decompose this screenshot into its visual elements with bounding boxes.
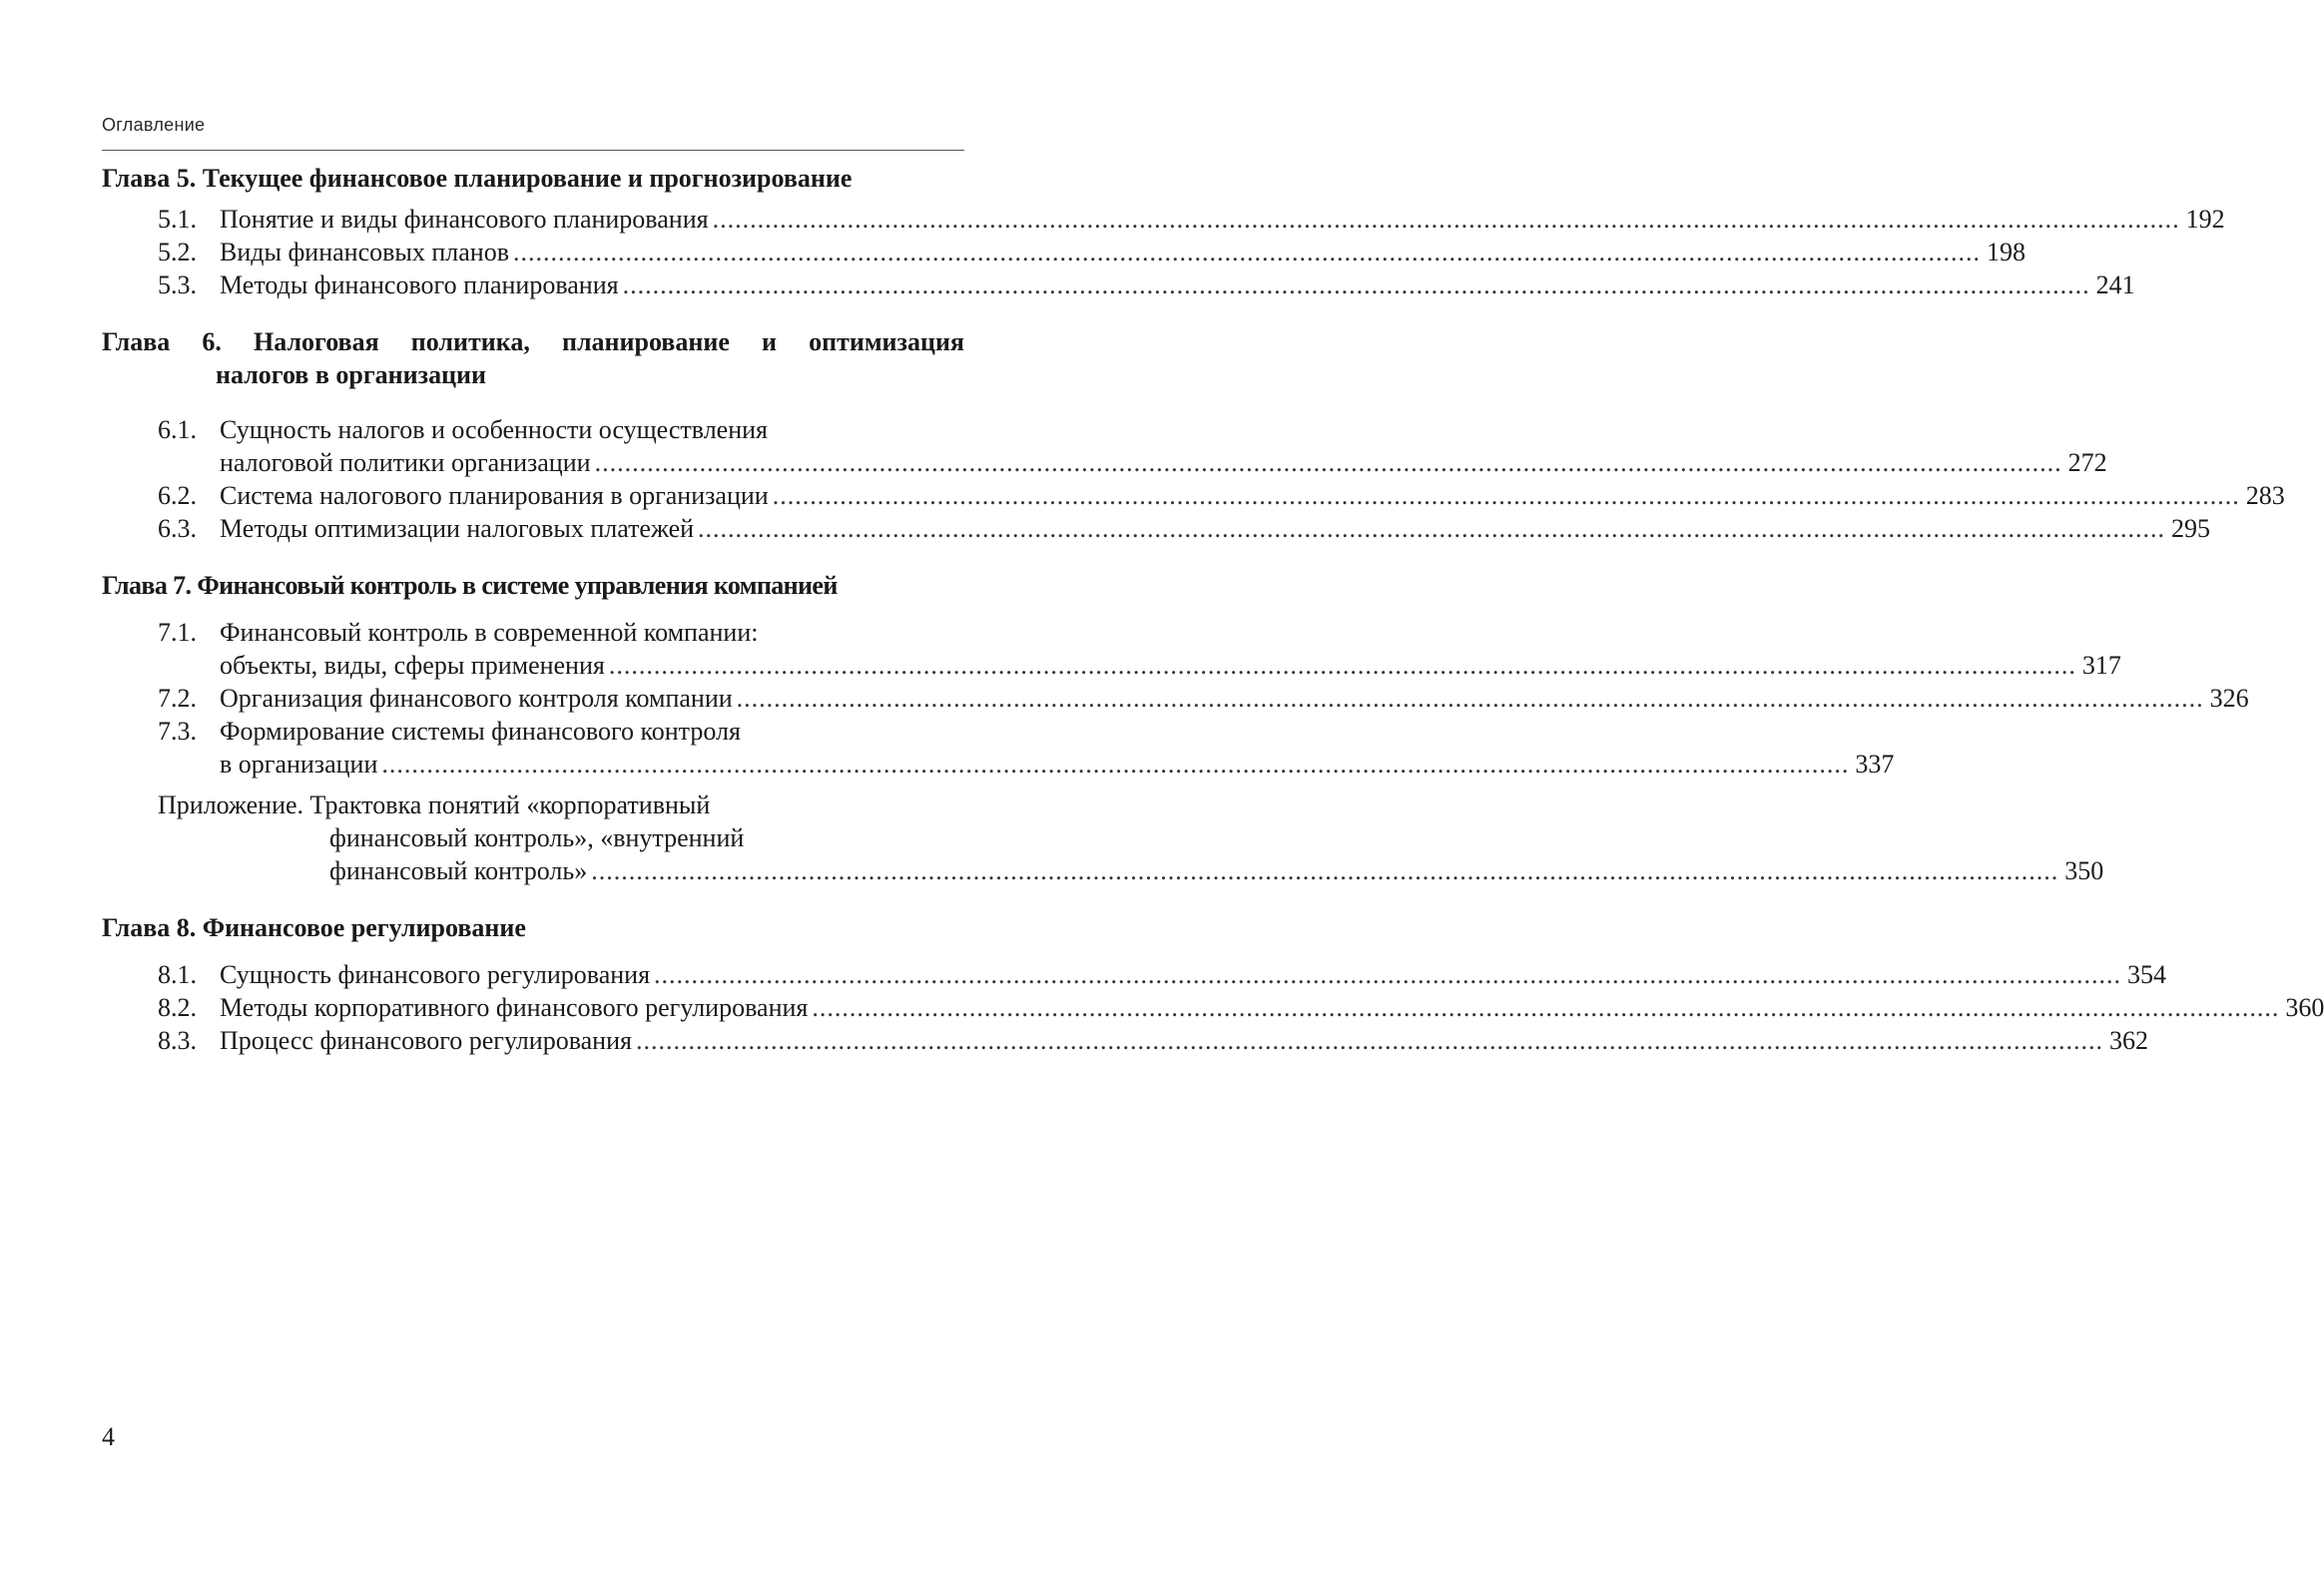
entry-number: 8.2. (158, 993, 197, 1022)
entry-number: 5.2. (158, 238, 197, 266)
appendix-line-2: финансовый контроль», «внутренний (329, 823, 745, 852)
entry-page: 354 (2127, 960, 2167, 989)
entry-number: 8.1. (158, 960, 197, 989)
entry-number: 5.3. (158, 270, 197, 299)
table-of-contents (102, 162, 2324, 1081)
entry-number: 5.1. (158, 205, 197, 234)
dot-leader (812, 991, 2279, 1024)
entry-title: Методы финансового планирования (220, 270, 619, 299)
dot-leader (595, 446, 2062, 479)
toc-entry-appendix[interactable] (102, 788, 2104, 887)
entry-page: 283 (2245, 481, 2285, 510)
dot-leader (737, 682, 2204, 715)
entry-title: Организация финансового контроля компании (220, 684, 733, 713)
entry-title: в организации (220, 750, 378, 779)
dot-leader (654, 958, 2121, 991)
entry-number: 6.3. (158, 514, 197, 543)
dot-leader (591, 854, 2058, 887)
entry-title: Сущность финансового регулирования (220, 960, 651, 989)
entry-title: Виды финансовых планов (220, 238, 509, 266)
entry-page: 272 (2067, 448, 2107, 477)
entry-number: 7.3. (158, 717, 197, 746)
dot-leader (636, 1024, 2103, 1057)
toc-entry-6-1[interactable] (102, 413, 2107, 479)
entry-page: 317 (2081, 651, 2121, 680)
toc-entry-5-2[interactable] (102, 236, 2026, 268)
toc-entry-7-1[interactable] (102, 616, 2121, 682)
entry-number: 7.2. (158, 684, 197, 713)
entry-title: Система налогового планирования в организации (220, 481, 769, 510)
dot-leader (773, 479, 2240, 512)
entry-title: Методы оптимизации налоговых платежей (220, 514, 695, 543)
header-rule (102, 150, 964, 151)
chapter-title-line-1: Глава 6. Налоговая политика, планирование и оптимизация (102, 327, 964, 356)
chapter-title[interactable]: Глава 8. Финансовое регулирование (102, 913, 526, 942)
entry-title: Методы корпоративного финансового регулирования (220, 993, 809, 1022)
toc-entry-7-2[interactable] (102, 682, 2249, 715)
toc-entry-7-3[interactable] (102, 715, 1895, 781)
entry-title-line-1: Финансовый контроль в современной компании: (220, 618, 759, 647)
toc-entry-5-1[interactable] (102, 203, 2225, 236)
entry-title: Процесс финансового регулирования (220, 1026, 632, 1055)
dot-leader (623, 268, 2090, 301)
entry-number: 7.1. (158, 618, 197, 647)
toc-entry-6-3[interactable] (102, 512, 2211, 545)
entry-page: 326 (2209, 684, 2249, 713)
appendix-line-1: Приложение. Трактовка понятий «корпоративный (158, 790, 711, 819)
toc-entry-6-2[interactable] (102, 479, 2285, 512)
dot-leader (713, 203, 2180, 236)
dot-leader (609, 649, 2076, 682)
chapter-title-line-2: налогов в организации (216, 360, 487, 389)
chapter-7 (102, 569, 2249, 887)
dot-leader (513, 236, 1981, 268)
chapter-6 (102, 325, 2285, 545)
dot-leader (381, 748, 1849, 781)
entry-page: 241 (2095, 270, 2135, 299)
entry-title: объекты, виды, сферы применения (220, 651, 605, 680)
entry-page: 350 (2064, 856, 2104, 885)
entry-page: 295 (2171, 514, 2211, 543)
entry-number: 8.3. (158, 1026, 197, 1055)
entry-number: 6.2. (158, 481, 197, 510)
chapter-title[interactable]: Глава 7. Финансовый контроль в системе управления компанией (102, 571, 838, 600)
page-number: 4 (102, 1422, 115, 1451)
entry-page: 198 (1987, 238, 2026, 266)
dot-leader (698, 512, 2165, 545)
entry-title-line-1: Сущность налогов и особенности осуществления (220, 415, 768, 444)
entry-title: Понятие и виды финансового планирования (220, 205, 709, 234)
entry-number: 6.1. (158, 415, 197, 444)
toc-entry-5-3[interactable] (102, 268, 2135, 301)
toc-entry-8-2[interactable] (102, 991, 2324, 1024)
entry-page: 337 (1855, 750, 1895, 779)
toc-entry-8-1[interactable] (102, 958, 2167, 991)
entry-title: налоговой политики организации (220, 448, 591, 477)
running-header: Оглавление (102, 115, 206, 135)
entry-title-line-1: Формирование системы финансового контроля (220, 717, 741, 746)
entry-page: 360 (2285, 993, 2324, 1022)
appendix-line-3: финансовый контроль» (329, 856, 588, 885)
chapter-title[interactable] (102, 325, 964, 391)
toc-entry-8-3[interactable] (102, 1024, 2148, 1057)
chapter-8 (102, 911, 2324, 1057)
chapter-5 (102, 162, 2225, 301)
entry-page: 362 (2108, 1026, 2148, 1055)
entry-page: 192 (2185, 205, 2225, 234)
chapter-title[interactable]: Глава 5. Текущее финансовое планирование и прогнозирование (102, 164, 853, 193)
